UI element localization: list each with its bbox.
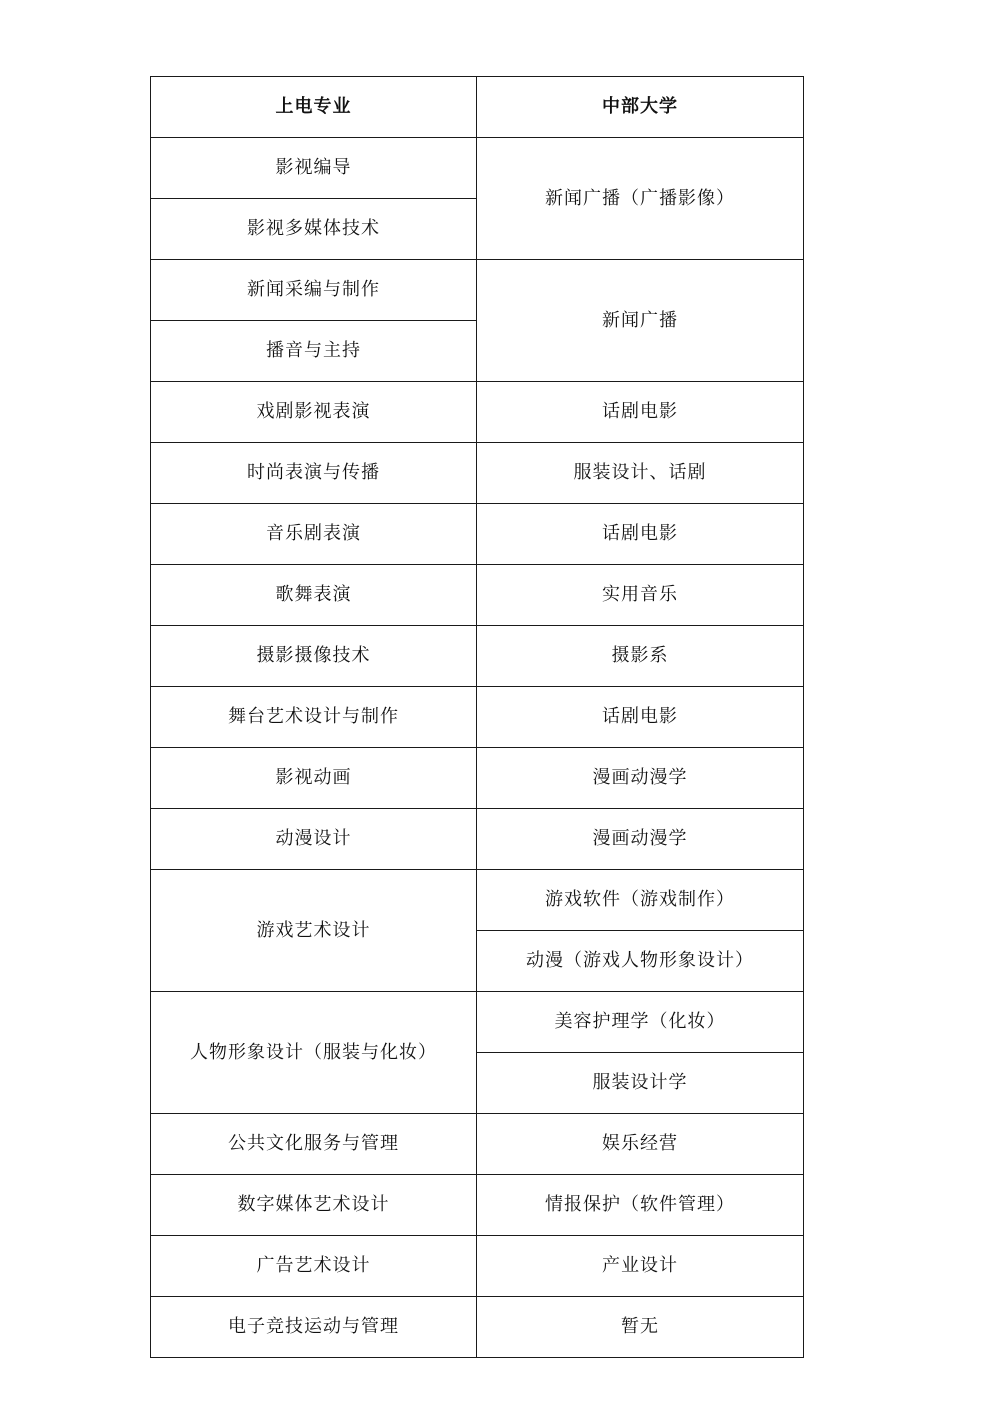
table-row [151, 1236, 804, 1297]
cell-left: 影视多媒体技术 [151, 199, 477, 260]
cell-right: 服装设计学 [477, 1053, 804, 1114]
table-row [151, 626, 804, 687]
table-row [151, 1114, 804, 1175]
cell-left: 戏剧影视表演 [151, 382, 477, 443]
cell-right: 话剧电影 [477, 504, 804, 565]
header-left-shangdian-major: 上电专业 [151, 77, 477, 138]
table-row [151, 1297, 804, 1358]
cell-left: 电子竞技运动与管理 [151, 1297, 477, 1358]
table-row [151, 870, 804, 931]
cell-left: 动漫设计 [151, 809, 477, 870]
cell-left: 舞台艺术设计与制作 [151, 687, 477, 748]
cell-right: 话剧电影 [477, 687, 804, 748]
cell-left: 游戏艺术设计 [151, 870, 477, 992]
major-mapping-table [150, 76, 804, 1358]
cell-left: 新闻采编与制作 [151, 260, 477, 321]
cell-right: 新闻广播（广播影像） [477, 138, 804, 260]
cell-right: 漫画动漫学 [477, 748, 804, 809]
cell-right: 美容护理学（化妆） [477, 992, 804, 1053]
cell-left: 影视动画 [151, 748, 477, 809]
cell-right: 话剧电影 [477, 382, 804, 443]
table-row [151, 1175, 804, 1236]
cell-right: 实用音乐 [477, 565, 804, 626]
cell-right: 情报保护（软件管理） [477, 1175, 804, 1236]
table-row [151, 504, 804, 565]
cell-right: 服装设计、话剧 [477, 443, 804, 504]
cell-left: 时尚表演与传播 [151, 443, 477, 504]
cell-right: 摄影系 [477, 626, 804, 687]
cell-right: 新闻广播 [477, 260, 804, 382]
cell-left: 影视编导 [151, 138, 477, 199]
table-row [151, 809, 804, 870]
table-row [151, 260, 804, 321]
table-header-row [151, 77, 804, 138]
cell-right: 动漫（游戏人物形象设计） [477, 931, 804, 992]
table-row [151, 138, 804, 199]
cell-left: 人物形象设计（服装与化妆） [151, 992, 477, 1114]
table-row [151, 748, 804, 809]
cell-right: 漫画动漫学 [477, 809, 804, 870]
cell-right: 暂无 [477, 1297, 804, 1358]
cell-left: 音乐剧表演 [151, 504, 477, 565]
header-right-chubu-university: 中部大学 [477, 77, 804, 138]
cell-left: 歌舞表演 [151, 565, 477, 626]
cell-left: 摄影摄像技术 [151, 626, 477, 687]
table-row [151, 382, 804, 443]
cell-left: 数字媒体艺术设计 [151, 1175, 477, 1236]
table-row [151, 992, 804, 1053]
table-row [151, 565, 804, 626]
cell-right: 游戏软件（游戏制作） [477, 870, 804, 931]
table-row [151, 687, 804, 748]
cell-left: 公共文化服务与管理 [151, 1114, 477, 1175]
cell-left: 广告艺术设计 [151, 1236, 477, 1297]
cell-left: 播音与主持 [151, 321, 477, 382]
cell-right: 娱乐经营 [477, 1114, 804, 1175]
table-row [151, 443, 804, 504]
cell-right: 产业设计 [477, 1236, 804, 1297]
